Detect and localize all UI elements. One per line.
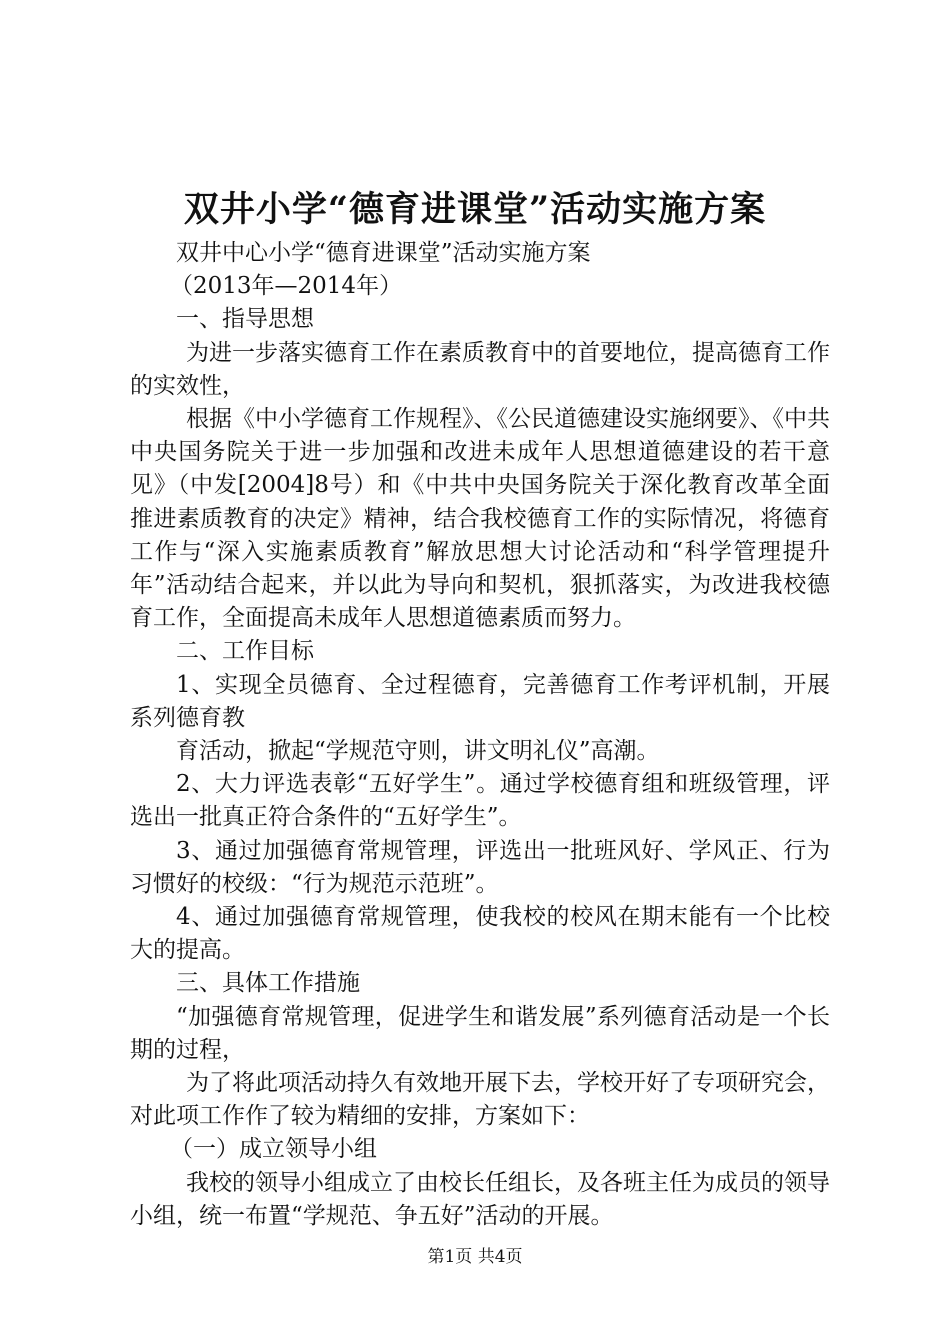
paragraph-measures-intro: “加强德育常规管理，促进学生和谐发展”系列德育活动是一个长期的过程， xyxy=(130,1003,830,1063)
date-range: （2013年—2014年） xyxy=(170,273,403,300)
subsection-heading-leadership-group: （一）成立领导小组 xyxy=(170,1136,377,1163)
section-heading-work-goals: 二、工作目标 xyxy=(176,638,314,665)
goal-item-3: 3、通过加强德育常规管理，评选出一批班风好、学风正、行为习惯好的校级：“行为规范示范班”。 xyxy=(130,837,830,897)
section-heading-guiding-ideas: 一、指导思想 xyxy=(176,306,314,333)
paragraph-guiding-intro: 为进一步落实德育工作在素质教育中的首要地位，提高德育工作的实效性， xyxy=(130,339,830,399)
paragraph-guiding-basis: 根据《中小学德育工作规程》、《公民道德建设实施纲要》、《中共中央国务院关于进一步加强和改进未成年人思想道德建设的若干意见》（中发[2004]8号）和《中共中央国务院关于深化教育改革全面推进素质教育的决定》精神，结合我校德育工作的实际情况，将德育工作与“深入实施素质教育”解放思想大讨论活动和“科学管理提升年”活动结合起来，并以此为导向和契机，狠抓落实，为改进我校德育工作，全面提高未成年人思想道德素质而努力。 xyxy=(130,406,830,632)
page-number-footer: 第1页 共4页 xyxy=(427,1247,523,1267)
goal-item-2: 2、大力评选表彰“五好学生”。通过学校德育组和班级管理，评选出一批真正符合条件的“五好学生”。 xyxy=(130,771,830,831)
paragraph-leadership-group: 我校的领导小组成立了由校长任组长，及各班主任为成员的领导小组，统一布置“学规范、争五好”活动的开展。 xyxy=(130,1169,830,1229)
goal-item-1-continued: 育活动，掀起“学规范守则，讲文明礼仪”高潮。 xyxy=(176,738,660,765)
document-title: 双井小学“德育进课堂”活动实施方案 xyxy=(183,189,767,230)
section-heading-measures: 三、具体工作措施 xyxy=(176,970,360,997)
goal-item-4: 4、通过加强德育常规管理，使我校的校风在期末能有一个比校大的提高。 xyxy=(130,904,830,964)
goal-item-1: 1、实现全员德育、全过程德育，完善德育工作考评机制，开展系列德育教 xyxy=(130,671,830,731)
subtitle: 双井中心小学“德育进课堂”活动实施方案 xyxy=(176,240,591,266)
document-body xyxy=(130,237,830,1233)
paragraph-measures-plan: 为了将此项活动持久有效地开展下去，学校开好了专项研究会，对此项工作作了较为精细的安排，方案如下： xyxy=(130,1070,830,1130)
